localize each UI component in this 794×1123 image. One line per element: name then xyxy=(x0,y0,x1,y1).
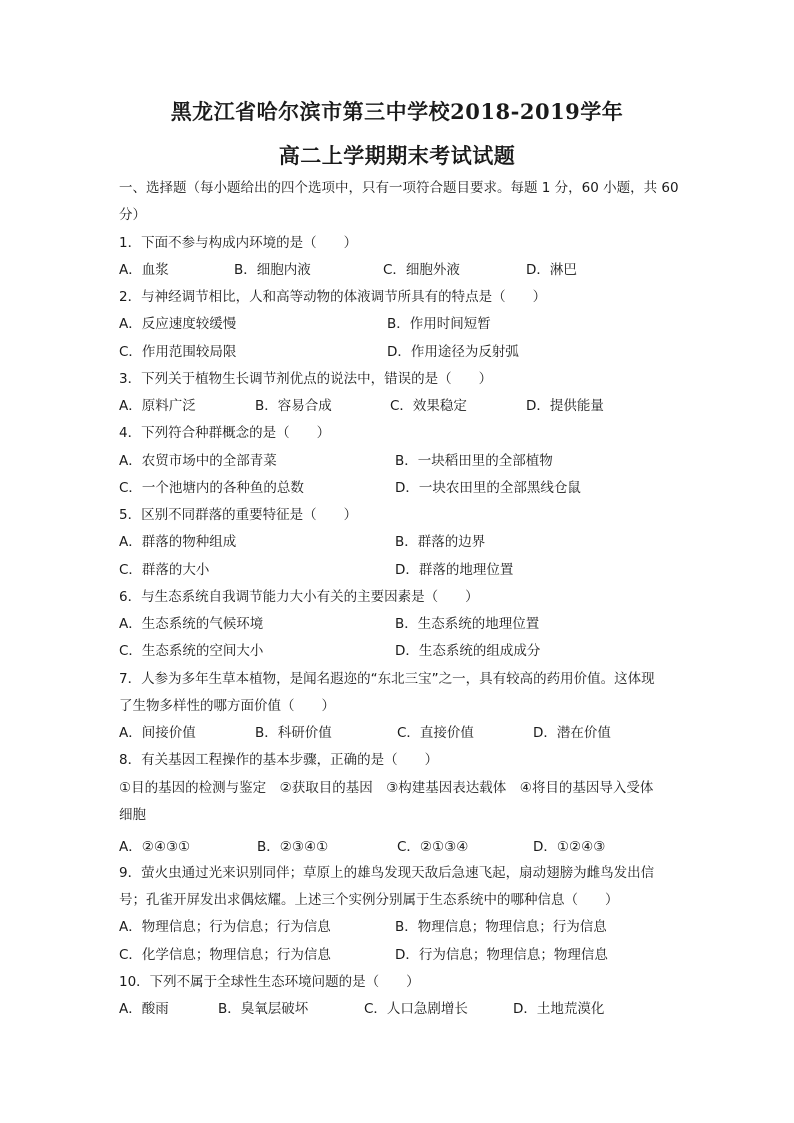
option-c: C．作用范围较局限 xyxy=(119,344,237,360)
option-b: B．一块稻田里的全部植物 xyxy=(395,453,553,469)
option-c: C．化学信息；物理信息；行为信息 xyxy=(119,947,331,963)
section-heading-cont: 分） xyxy=(119,207,146,223)
option-d: D．土地荒漠化 xyxy=(513,1001,605,1017)
option-d: D．作用途径为反射弧 xyxy=(387,344,519,360)
question-stem: 2．与神经调节相比，人和高等动物的体液调节所具有的特点是（ ） xyxy=(119,289,547,305)
option-c: C．细胞外液 xyxy=(383,262,460,278)
option-d: D．提供能量 xyxy=(526,398,604,414)
option-b: B．群落的边界 xyxy=(395,534,486,550)
option-d: D．行为信息；物理信息；物理信息 xyxy=(395,947,608,963)
question-stem-cont: 了生物多样性的哪方面价值（ ） xyxy=(119,698,335,714)
option-b: B．作用时间短暂 xyxy=(387,316,491,332)
option-d: D．生态系统的组成成分 xyxy=(395,643,541,659)
question-stem: 4．下列符合种群概念的是（ ） xyxy=(119,425,331,441)
option-a: A．原料广泛 xyxy=(119,398,196,414)
option-a: A．物理信息；行为信息；行为信息 xyxy=(119,919,331,935)
document-title: 黑龙江省哈尔滨市第三中学校2018-2019学年 xyxy=(170,99,624,124)
option-d: D．一块农田里的全部黑线仓鼠 xyxy=(395,480,581,496)
option-d: D．群落的地理位置 xyxy=(395,562,514,578)
option-a: A．生态系统的气候环境 xyxy=(119,616,264,632)
option-a: A．农贸市场中的全部青菜 xyxy=(119,453,277,469)
option-a: A．酸雨 xyxy=(119,1001,169,1017)
option-c: C．人口急剧增长 xyxy=(364,1001,468,1017)
option-c: C．生态系统的空间大小 xyxy=(119,643,264,659)
option-b: B．臭氧层破坏 xyxy=(218,1001,309,1017)
question-stem: 10．下列不属于全球性生态环境问题的是（ ） xyxy=(119,974,420,990)
question-stem: 7．人参为多年生草本植物，是闻名遐迩的“东北三宝”之一，具有较高的药用价值。这体现 xyxy=(119,671,655,687)
option-d: D．淋巴 xyxy=(526,262,577,278)
option-b: B．科研价值 xyxy=(255,725,332,741)
option-d: D．潜在价值 xyxy=(533,725,611,741)
option-b: B．②③④① xyxy=(257,839,329,855)
question-stem-cont: 号；孔雀开屏发出求偶炫耀。上述三个实例分别属于生态系统中的哪种信息（ ） xyxy=(119,892,619,908)
question-stem-cont: 细胞 xyxy=(119,807,146,823)
option-a: A．群落的物种组成 xyxy=(119,534,237,550)
question-stem-cont: ①目的基因的检测与鉴定 ②获取目的基因 ③构建基因表达载体 ④将目的基因导入受体 xyxy=(119,780,654,796)
question-stem: 3．下列关于植物生长调节剂优点的说法中，错误的是（ ） xyxy=(119,371,493,387)
option-b: B．生态系统的地理位置 xyxy=(395,616,540,632)
option-d: D．①②④③ xyxy=(533,839,606,855)
option-b: B．容易合成 xyxy=(255,398,332,414)
option-c: C．②①③④ xyxy=(397,839,469,855)
option-b: B．物理信息；物理信息；行为信息 xyxy=(395,919,607,935)
option-a: A．反应速度较缓慢 xyxy=(119,316,237,332)
question-stem: 6．与生态系统自我调节能力大小有关的主要因素是（ ） xyxy=(119,589,479,605)
option-c: C．效果稳定 xyxy=(390,398,467,414)
question-stem: 1．下面不参与构成内环境的是（ ） xyxy=(119,235,358,251)
section-heading: 一、选择题（每小题给出的四个选项中，只有一项符合题目要求。每题 1 分，60 小题，共 60 xyxy=(119,180,679,196)
option-b: B．细胞内液 xyxy=(234,262,311,278)
question-stem: 8．有关基因工程操作的基本步骤，正确的是（ ） xyxy=(119,752,439,768)
option-c: C．群落的大小 xyxy=(119,562,210,578)
question-stem: 5．区别不同群落的重要特征是（ ） xyxy=(119,507,358,523)
option-c: C．直接价值 xyxy=(397,725,474,741)
option-a: A．间接价值 xyxy=(119,725,196,741)
option-a: A．血浆 xyxy=(119,262,169,278)
document-subtitle: 高二上学期期末考试试题 xyxy=(278,143,516,168)
option-c: C．一个池塘内的各种鱼的总数 xyxy=(119,480,304,496)
question-stem: 9．萤火虫通过光来识别同伴；草原上的雄鸟发现天敌后急速飞起，扇动翅膀为雌鸟发出信 xyxy=(119,865,655,881)
option-a: A．②④③① xyxy=(119,839,191,855)
